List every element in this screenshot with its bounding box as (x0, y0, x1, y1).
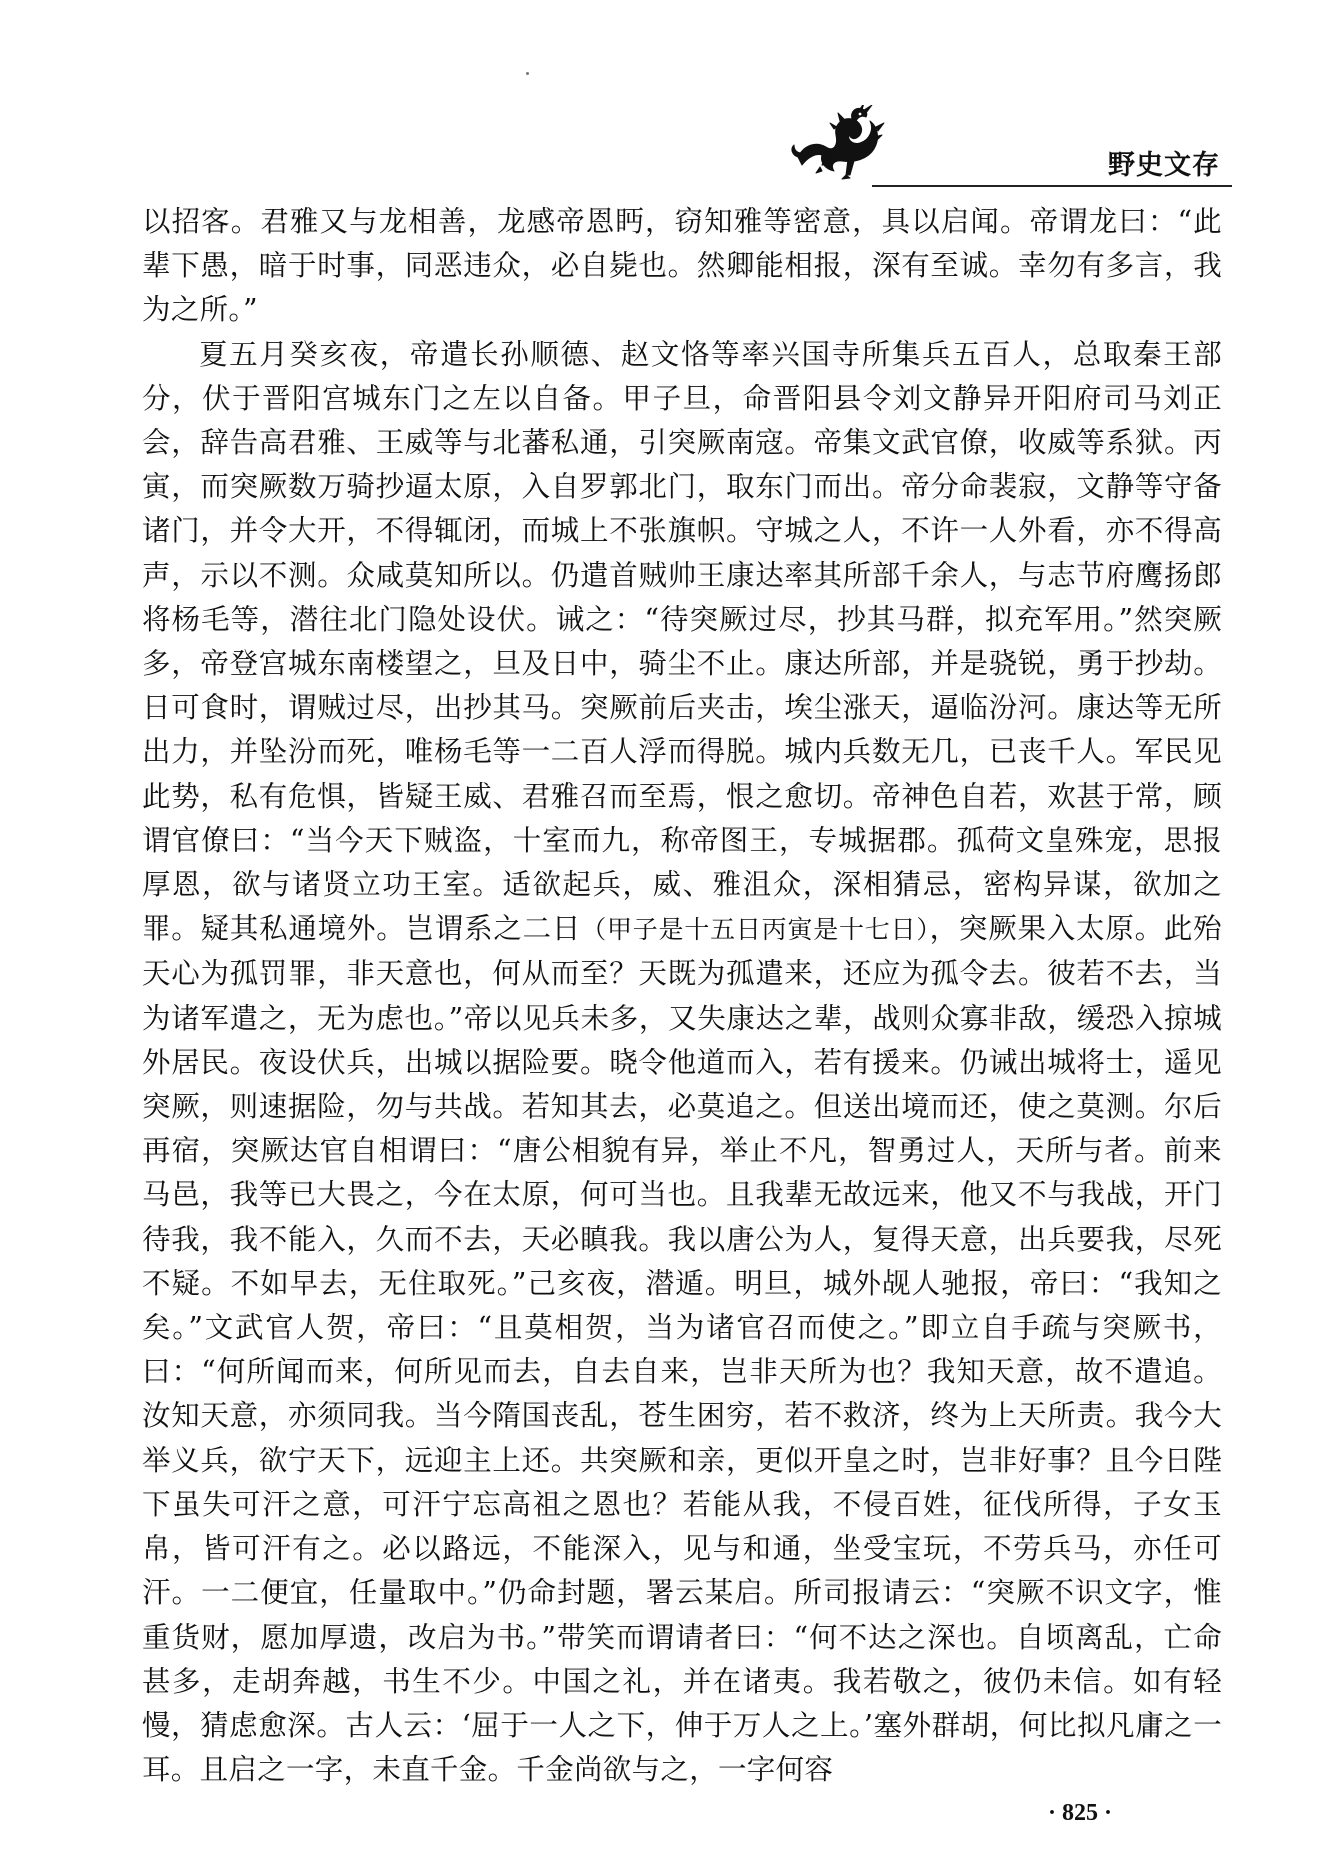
header-rule (872, 185, 1232, 187)
text-segment: 以招客。君雅又与龙相善，龙感帝恩眄，窃知雅等密意，具以启闻。帝谓龙曰：“此辈下愚，暗于时事，同恶违众，必自毙也。然卿能相报，深有至诚。幸勿有多言，我为之所。” (142, 205, 1222, 327)
dragon-emblem-icon (790, 105, 886, 181)
inline-note: （甲子是十五日丙寅是十七日） (581, 915, 930, 945)
page-number: · 825 · (1048, 1800, 1113, 1826)
paragraph (142, 333, 1222, 1793)
text-segment: 夏五月癸亥夜，帝遣长孙顺德、赵文恪等率兴国寺所集兵五百人，总取秦王部分，伏于晋阳宫城东门之左以自备。甲子旦，命晋阳县令刘文静异开阳府司马刘正会，辞告高君雅、王威等与北蕃私通，引突厥南寇。帝集文武官僚，收威等系狱。丙寅，而突厥数万骑抄逼太原，入自罗郭北门，取东门而出。帝分命裴寂，文静等守备诸门，并令大开，不得辄闭，而城上不张旗帜。守城之人，不许一人外看，亦不得高声，示以不测。众咸莫知所以。仍遣首贼帅王康达率其所部千余人，与志节府鹰扬郎将杨毛等，潜往北门隐处设伏。诫之：“待突厥过尽，抄其马群，拟充军用。”然突厥多，帝登宫城东南楼望之，旦及日中，骑尘不止。康达所部，并是骁锐，勇于抄劫。日可食时，谓贼过尽，出抄其马。突厥前后夹击，埃尘涨天，逼临汾河。康达等无所出力，并坠汾而死，唯杨毛等一二百人浮而得脱。城内兵数无几，已丧千人。军民见此势，私有危惧，皆疑王威、君雅召而至焉，恨之愈切。帝神色自若，欢甚于常，顾谓官僚曰：“当今天下贼盗，十室而九，称帝图王，专城据郡。孤荷文皇殊宠，思报厚恩，欲与诸贤立功王室。适欲起兵，威、雅沮众，深相猜忌，密构异谋，欲加之罪。疑其私通境外。岂谓系之二日 (142, 337, 1222, 946)
running-header (780, 105, 1240, 185)
paragraph (142, 200, 1222, 333)
scan-speck (526, 72, 529, 75)
series-title: 野史文存 (1108, 150, 1220, 181)
body-text (142, 200, 1222, 1792)
text-segment: ，突厥果入太原。此殆天心为孤罚罪，非天意也，何从而至？天既为孤遣来，还应为孤令去。彼若不去，当为诸军遣之，无为虑也。”帝以见兵未多，又失康达之辈，战则众寡非敌，缓恐入掠城外居民。夜设伏兵，出城以据险要。晓令他道而入，若有援来。仍诫出城将士，遥见突厥，则速据险，勿与共战。若知其去，必莫追之。但送出境而还，使之莫测。尔后再宿，突厥达官自相谓曰：“唐公相貌有异，举止不凡，智勇过人，天所与者。前来马邑，我等已大畏之，今在太原，何可当也。且我辈无故远来，他又不与我战，开门待我，我不能入，久而不去，天必瞋我。我以唐公为人，复得天意，出兵要我，尽死不疑。不如早去，无住取死。”己亥夜，潜遁。明旦，城外觇人驰报，帝曰：“我知之矣。”文武官人贺，帝曰：“且莫相贺，当为诸官召而使之。”即立自手疏与突厥书，曰：“何所闻而来，何所见而去，自去自来，岂非天所为也？我知天意，故不遣追。汝知天意，亦须同我。当今隋国丧乱，苍生困穷，若不救济，终为上天所责。我今大举义兵，欲宁天下，远迎主上还。共突厥和亲，更似开皇之时，岂非好事？且今日陛下虽失可汗之意，可汗宁忘高祖之恩也？若能从我，不侵百姓，征伐所得，子女玉帛，皆可汗有之。必以路远，不能深入，见与和通，坐受宝玩，不劳兵马，亦任可汗。一二便宜，任量取中。”仍命封题，署云某启。所司报请云：“突厥不识文字，惟重货财，愿加厚遗，改启为书。”带笑而谓请者曰：“何不达之深也。自顷离乱，亡命甚多，走胡奔越，书生不少。中国之礼，并在诸夷。我若敬之，彼仍未信。如有轻慢，猜虑愈深。古人云：‘屈于一人之下，伸于万人之上。’塞外群胡，何比拟凡庸之一耳。且启之一字，未直千金。千金尚欲与之，一字何容 (142, 912, 1222, 1787)
